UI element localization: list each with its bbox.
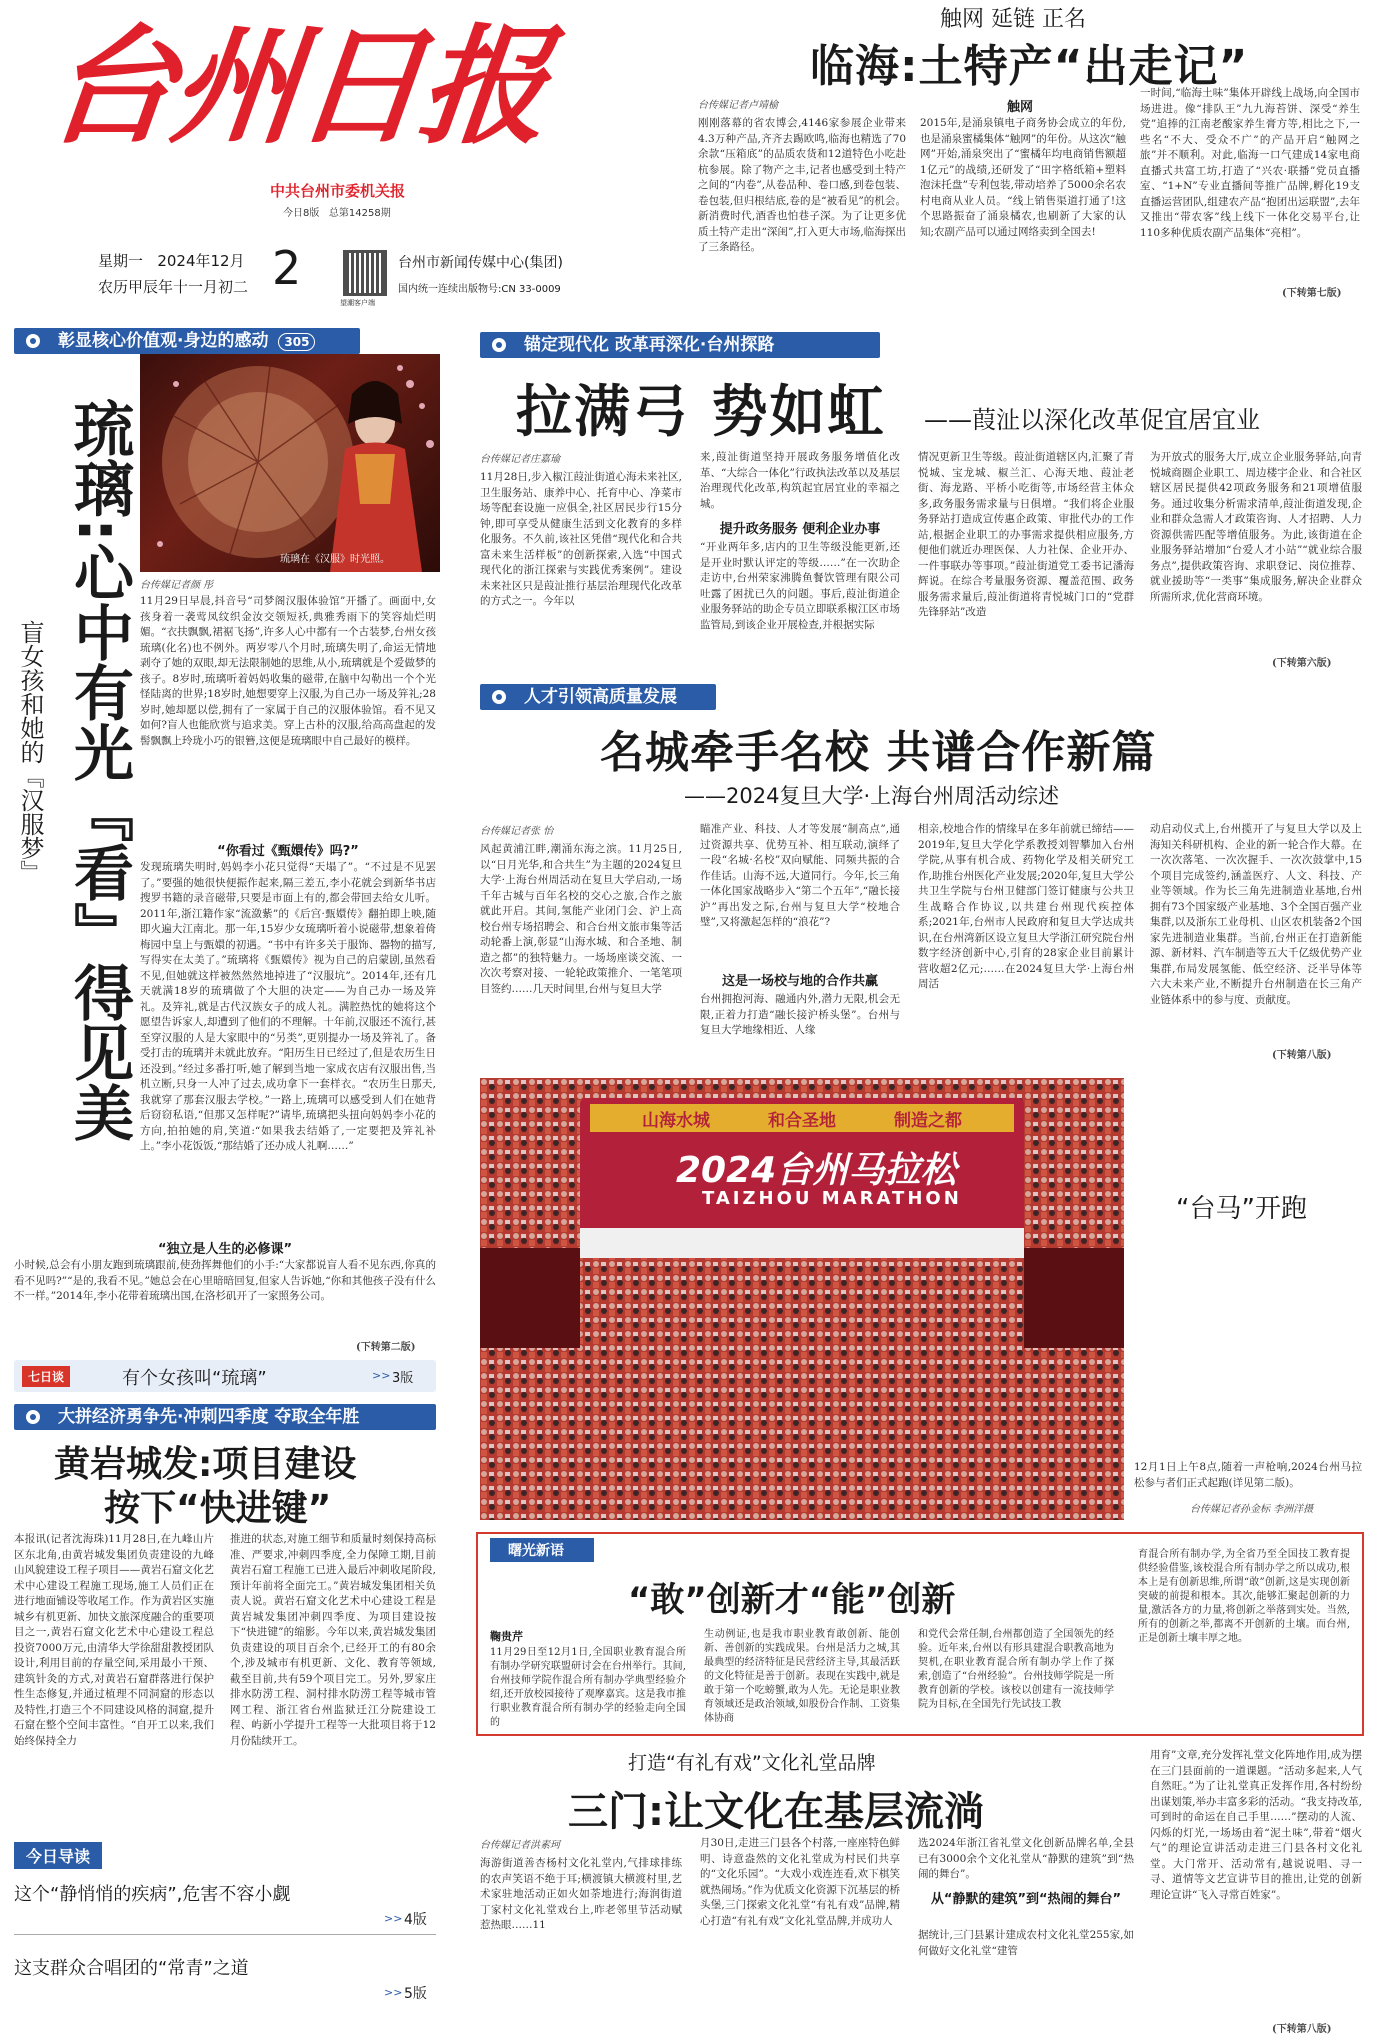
commentary-c1: 11月29日至12月1日,全国职业教育混合所有制办学研究联盟研讨会在台州举行。其间,台州技师学院作混合所有制办学典型经验介绍,还开放校园接待了观摩嘉宾。这是我市推行职业教育混合所有制办学的经验走向全国的: [490, 1647, 686, 1728]
main-story-c4: 为开放式的服务大厅,成立企业服务驿站,向青悦城商圈企业职工、周边楼宇企业、和合社区辖区居民提供42项政务服务和21项增值服务。通过收集分析需求清单,葭沚街道发现,企业和群众急需人才政策咨询、人才招聘、人力资源供需匹配等增值服务。为此,该街道在企业服务驿站增加“台爱人才小站”“就业综合服务点”,提供政策咨询、求职登记、岗位推荐、就业援助等“一类事”集成服务,解决企业群众所需所求,优化营商环境。: [1150, 451, 1362, 603]
media-group: 台州市新闻传媒中心(集团): [398, 255, 563, 271]
band-number: 305: [278, 333, 315, 351]
left-feature-more[interactable]: (下转第二版): [352, 1338, 415, 1353]
qr-label: 望潮客户端: [340, 299, 375, 307]
top-story-more[interactable]: (下转第七版): [1282, 288, 1342, 299]
guide-arrow-icon: >>: [384, 1912, 403, 1925]
fudan-band-text: 人才引领高质量发展: [524, 687, 677, 707]
main-story-c2b: “开业两年多,店内的卫生等级没能更新,还是开业时默认评定的等级……”在一次助企走访中,台州荣家沸腾鱼餐饮管理有限公司吐露了困扰已久的问题。事后,葭沚街道企业服务驿站的助企专员立即联系椒江区市场监管局,到该企业开展检查,并根据实际: [700, 541, 900, 631]
left-feature-byline: 台传媒记者颜 彤: [140, 580, 214, 591]
fudan-c2: 瞄准产业、科技、人才等发展“制高点”,通过资源共享、优势互补、相互联动,演绎了一段“名城·名校”双向赋能、同频共振的合作佳话。山海不远,大道同行。今年,长三角一体化国家战略步入“第二个五年”,“融长接沪”再出发之际,台州与复旦大学“校地合璧”,又将激起怎样的“浪花”?: [700, 823, 900, 928]
fudan-byline: 台传媒记者张 怡: [480, 826, 554, 837]
main-story-band-text: 锚定现代化 改革再深化·台州探路: [524, 335, 775, 355]
main-story-c2-head: 提升政务服务 便利企业办事: [719, 522, 881, 537]
guide-label: 今日导读: [14, 1842, 102, 1869]
commentary-c3: 和党代会常任制,台州都创造了全国领先的经验。近年来,台州以有形具建混合职教高地为契机,在职业教育混合所有制办学上作了探索,创造了“台州经验”。台州技师学院是一所教育创新的学校。该校以创建有一流技师学院为目标,在全国先行先试技工教: [918, 1629, 1114, 1710]
fudan-subtitle: ——2024复旦大学·上海台州周活动综述: [684, 784, 1060, 808]
huangyan-title-2[interactable]: 按下“快进键”: [104, 1488, 332, 1529]
feature-photo[interactable]: [140, 354, 440, 572]
sanmen-kicker: 打造“有礼有戏”文化礼堂品牌: [628, 1752, 876, 1774]
fudan-more[interactable]: (下转第八版): [1272, 1050, 1332, 1061]
huangyan-title-1[interactable]: 黄岩城发:项目建设: [54, 1444, 357, 1485]
left-feature-p2: 发现琉璃失明时,妈妈李小花只觉得“天塌了”。“不过是不见罢了。”要强的她很快便振作起来,隔三差五,李小花就会到新华书店搜罗书籍的录音磁带,只要是市面上有的,都会带回去给女儿听。2011年,浙江籍作家“流潋紫”的《后宫·甄嬛传》翻拍即上映,随即火遍大江南北。那一年,15岁少女琉璃听着小说磁带,想象着倚梅园中皇上与甄嬛的初遇。“书中有许多关于服饰、器物的描写,写得实在太美了。”琉璃将《甄嬛传》视为自己的启蒙剧,虽然看不见,但她就这样被然然然地掉进了“汉服坑”。2014年,还有几天就满18岁的琉璃做了个大胆的决定——为自己办一场及笄礼。及笄礼,就是古代汉族女子的成人礼。满腔热忱的她将这个愿望告诉家人,却遭到了他们的不理解。十年前,汉服还不流行,甚至穿汉服的人是大家眼中的“另类”,更别提办一场及笄礼了。备受打击的琉璃并未就此放弃。“阳历生日已经过了,但是农历生日还没到。”经过多番打听,她了解到当地一家成衣店有汉服出售,当机立断,只身一人冲了过去,成功拿下一套样衣。“农历生日那天,我就穿了那套汉服去学校。”一路上,琉璃可以感受到人们在她背后窃窃私语,“但那又怎样呢?”请毕,琉璃把头扭向妈妈李小花的方向,拍拍她的肩,笑道:“如果我去结婚了,一定要把及笄礼补上。”李小花饭饭,“那结婚了还办成人礼啊……”: [140, 861, 436, 1152]
huangyan-band: [14, 1404, 436, 1430]
masthead-org: 中共台州市委机关报: [270, 182, 406, 200]
huangyan-col1: 本报讯(记者沈海珠)11月28日,在九峰山片区东北角,由黄岩城发集团负责建设的九峰山风貌建设工程子项目——黄岩石窟文化艺术中心建设工程施工现场,施工人员们正在进行地面铺设等收尾工作。作为黄岩区实施城乡有机更新、加快文旅深度融合的重要项目之一,黄岩石窟文化艺术中心建设工程总投资7000万元,由清华大学徐甜甜教授团队设计,利用目前的存量空间,采用最小干预、建筑针灸的方式,对黄岩石窟群落进行保护性生态修复,并通过植理不同洞窟的形态以及特性,打造三个不同建设风格的洞窟,提升石窟在整个空间丰富性。“自开工以来,我们始终保持全力: [14, 1533, 214, 1747]
left-feature-p1: 11月29日早晨,抖音号“司梦阁汉服体验馆”开播了。画面中,女孩身着一袭莺凤纹织金汝交领短袄,典雅秀雨下的笑容灿烂明媚。“衣扶飘飘,裙裾飞扬”,许多人心中都有一个古装梦,台州女孩琉璃(化名)也不例外。两岁零八个月时,琉璃失明了,命运无情地剥夺了她的双眼,却无法限制她的思维,从小,琉璃就是个爱做梦的孩子。8岁时,琉璃听着妈妈收集的磁带,在脑中勾勒出一个个光怪陆离的世界;18岁时,她想要穿上汉服,为自己办一场及笄礼;28岁时,她却愿以偿,拥有了一家属于自己的汉服体验馆。看不见又如何?盲人也能欣赏与追求美。穿上古朴的汉服,给高高盘起的发髻飘飘上玲珑小巧的银簪,这便是琉璃眼中自己最好的模样。: [140, 595, 436, 747]
sanmen-c3-head: 从“静默的建筑”到“热闹的舞台”: [930, 1892, 1122, 1907]
main-story-title[interactable]: 拉满弓 势如虹: [516, 380, 886, 445]
race-title: 2024台州马拉松: [676, 1150, 957, 1191]
promo-logo: 七日谈: [22, 1366, 70, 1387]
fudan-c3: 相亲,校地合作的情缘早在多年前就已缔结——2019年,复旦大学化学系教授刘智攀加入台州学院,从事有机合成、药物化学及相关研究工作,助推台州医化产业发展;2020年,复旦大学公共卫生学院与台州卫健部门签订健康与公共卫生战略合作协议,以共建台州现代疾控体系;2021年,台州市人民政府和复旦大学达成共识,在台州湾新区设立复旦大学浙江研究院台州数字经济创新中心,引育的28家企业目前累计营收超2亿元;……在2024复旦大学·上海台州周活: [918, 823, 1134, 990]
top-story-title[interactable]: 临海:土特产“出走记”: [810, 41, 1249, 92]
band-dot-icon: [26, 1410, 40, 1424]
promo-box[interactable]: [14, 1360, 436, 1392]
issue-pages: 今日8版: [283, 208, 320, 219]
fudan-c1: 风起黄浦江畔,潮涌东海之滨。11月25日,以“日月光华,和合共生”为主题的2024复旦大学·上海台州周活动在复旦大学启动,一场千年古城与百年名校的交心之旅,合作之旅就此开启。其间,氢能产业闭门会、沪上高校台州专场招聘会、和合台州文旅市集等活动轮番上演,彰显“山海水城、和合圣地、制造之都”的独特魅力。一场场座谈交流、一次次考察对接、一轮轮政策推介、一笔笔项目签约……几天时间里,台州与复旦大学: [480, 843, 682, 995]
promo-arrow-icon: >>: [372, 1369, 391, 1382]
weekday: 星期一: [98, 252, 144, 270]
fudan-c4: 动启动仪式上,台州揽开了与复旦大学以及上海知关科研机构、企业的新一轮合作大幕。在一次次落笔、一次次握手、一次次鼓掌中,15个项目完成签约,涵盖医疗、人文、科技、产业等领域。作为长三角先进制造业基地,台州拥有73个国家级产业基地、3个全国百强产业集群,以及浙东工业母机、山区农机装备2个国家先进制造业集群。当前,台州正在打造新能源、新材料、汽车制造等五大千亿级优势产业集群,布局发展氢能、低空经济、泛半导体等六大未来产业,不断提升台州制造在长三角产业链体系中的参与度、贡献度。: [1150, 823, 1362, 1006]
lunar-date: 农历甲辰年十一月初二: [98, 278, 249, 296]
sanmen-title[interactable]: 三门:让文化在基层流淌: [568, 1789, 984, 1835]
date-year-month: 2024年12月: [157, 252, 245, 270]
masthead-title: 台州日报: [40, 13, 552, 162]
left-feature-h2: “独立是人生的必修课”: [157, 1242, 293, 1257]
band-dot-icon: [26, 334, 40, 348]
left-feature-subtitle: 盲女孩和她的『汉服梦』: [16, 620, 44, 884]
commentary-box: [476, 1532, 1364, 1736]
fudan-band: [480, 684, 716, 710]
main-story-c2: 来,葭沚街道坚持开展政务服务增值化改革、“大综合一体化”行政执法改革以及基层治理现代化改革,构筑起宜居宜业的幸福之城。: [700, 451, 900, 510]
sanmen-c1: 海游街道善杏杨村文化礼堂内,气排球排练的农声笑语不绝于耳;横渡镇大横渡村里,艺术家驻地活动正如火如荼地进行;海润街道丁家村文化礼堂戏台上,昨老邻里节活动赋惹热眼……11: [480, 1857, 682, 1931]
sanmen-c4: 用育”文章,充分发挥礼堂文化阵地作用,成为摆在三门县面前的一道课题。“活动多起来,人气自然旺。”为了让礼堂真正发挥作用,各村纷纷出谋划策,举办丰富多彩的活动。“我支持改革,可到时的命运在自己手里……”摆动的人流、闪烁的灯光,一场场由着“泥土味”,带着“烟火气”的理论宣讲活动走进三门县各村文化礼堂。大门常开、活动常有,越说说唱、寻一寻、道情等文艺宣讲节目的推出,让党的创新理论宣讲“飞入寻常百姓家”。: [1150, 1749, 1362, 1901]
main-story-c1: 11月28日,步入椒江葭沚街道心海未来社区,卫生服务站、康养中心、托育中心、净菜市场等配套设施一应俱全,社区居民步行15分钟,即可享受从健康生活到文化教育的多样化服务。不久前,该社区凭借“现代化和合共富未来生活样板”的创新探索,入选“中国式现代化的浙江探索与实践优秀案例”。建设未来社区只是葭沚推行基层治理现代化改革的方式之一。今年以: [480, 471, 682, 607]
left-feature-p3: 小时候,总会有小朋友跑到琉璃跟前,使劲挥舞他们的小手:“大家都说盲人看不见东西,你真的看不见吗?”“是的,我看不见。”她总会在心里暗暗回复,但家人告诉她,“你和其他孩子没有什么不一样。”2014年,李小花带着琉璃出国,在洛杉矶开了一家照务公司。: [14, 1259, 436, 1302]
qr-code[interactable]: [343, 250, 387, 296]
arch-slogan-3: 制造之都: [894, 1111, 962, 1131]
left-feature-p2-wide: [14, 1162, 436, 1232]
fudan-c2-head: 这是一场校与地的合作共赢: [721, 974, 878, 989]
fudan-c2b: 台州拥抱河海、融通内外,潜力无限,机会无限,正着力打造“融长接沪桥头堡”。台州与复旦大学地缘相近、人缘: [700, 993, 900, 1036]
arch-slogan-2: 和合圣地: [768, 1111, 836, 1131]
marathon-headline[interactable]: “台马”开跑: [1176, 1194, 1307, 1224]
band-dot-icon: [492, 690, 506, 704]
main-story-c3: 情况更新卫生等级。葭沚街道辖区内,汇聚了青悦城、宝龙城、椒兰汇、心海天地、葭沚老街、海龙路、平桥小吃街等,市场经营主体众多,政务服务需求量与日俱增。“我们将企业服务驿站打造成宣传惠企政策、审批代办的工作站,根据企业职工的办事需求提供相应服务,方便他们就近办理医保、人力社保、企业开办、一件事联办等事项。”葭沚街道党工委书记潘海辉说。在综合考量服务资源、覆盖范围、政务服务需求量后,葭沚街道将青悦城门口的“党群先锋驿站”改造: [918, 451, 1134, 618]
sanmen-c3: 选2024年浙江省礼堂文化创新品牌名单,全县已有3000余个文化礼堂从“静默的建筑”到“热闹的舞台”。: [918, 1837, 1134, 1880]
commentary-author: 鞠贵芹: [490, 1630, 523, 1643]
main-story-subtitle: ——葭沚以深化改革促宜居宜业: [924, 406, 1260, 434]
marathon-caption: 12月1日上午8点,随着一声枪响,2024台州马拉松参与者们正式起跑(详见第二版)。: [1134, 1461, 1362, 1489]
promo-text: 有个女孩叫“琉璃”: [122, 1368, 267, 1389]
main-story-band: [480, 332, 880, 358]
main-story-byline: 台传媒记者庄嘉瑜: [480, 454, 560, 465]
sanmen-c2: 月30日,走进三门县各个村落,一座座特色鲜明、诗意盎然的文化礼堂成为村民们共享的“文化乐园”。“大戏小戏连连看,欢下棋笑就热闹场。”作为优质文化资源下沉基层的桥头堡,三门探索文化礼堂“有礼有戏”品牌,精心打造“有礼有戏”文化礼堂品牌,并成功人: [700, 1837, 900, 1927]
left-feature-title[interactable]: 琉璃:心中有光『看』得见美: [64, 398, 134, 1142]
photo-caption: 琉璃在《汉服》时光照。: [280, 554, 390, 565]
main-story-more[interactable]: (下转第六版): [1272, 658, 1332, 669]
marathon-credit: 台传媒记者孙金标 李洲洋摄: [1190, 1504, 1314, 1515]
commentary-c2: 生动例证,也是我市职业教育敢创新、能创新、善创新的实践成果。台州是活力之城,其最典型的经济特征是民营经济主导,其最活跃的文化特征是善于创新。表现在实践中,就是敢于第一个吃螃蟹,敢为人先。无论是职业教育领域还是政治领域,如股份合作制、工资集体协商: [704, 1629, 900, 1724]
commentary-title[interactable]: “敢”创新才“能”创新: [628, 1580, 956, 1620]
guide-item-1[interactable]: 这个“静悄悄的疾病”,危害不容小觑: [14, 1884, 291, 1905]
promo-page: 3版: [392, 1371, 414, 1386]
top-story-kicker: 触网 延链 正名: [940, 7, 1086, 32]
huangyan-band-text: 大拼经济勇争先·冲刺四季度 夺取全年胜: [58, 1407, 360, 1427]
guide-arrow-icon: >>: [384, 1986, 403, 1999]
top-story-byline: 台传媒记者卢靖榆: [698, 100, 778, 111]
commentary-label: 曙光新语: [490, 1538, 594, 1562]
left-feature-band-text: 彰显核心价值观·身边的感动: [58, 331, 269, 351]
cn-number: 国内统一连续出版物号:CN 33-0009: [398, 284, 561, 295]
huangyan-col2: 推进的状态,对施工细节和质量时刻保持高标准、严要求,冲刺四季度,全力保障工期,目前黄岩石窟工程施工已进入最后冲刺收尾阶段,预计年前将全面完工。”黄岩城发集团相关负责人说。黄岩石窟文化艺术中心建设工程是黄岩城发集团冲刺四季度、为项目建设按下“快进键”的缩影。今年以来,黄岩城发集团负责建设的项目百余个,已经开工的有80余个,涉及城市有机更新、文化、教育等领域,截至目前,共有59个项目完工。另外,罗家庄排水防涝工程、洞村排水防涝工程等城市管网工程、浙江省台州监狱迁江分院建设工程、屿新小学提升工程等一大批项目将于12月份陆续开工。: [230, 1533, 436, 1747]
marathon-photo[interactable]: [480, 1078, 1124, 1520]
left-feature-band: [14, 328, 360, 354]
top-story-col1: 刚刚落幕的省农博会,4146家参展企业带来4.3万种产品,齐齐去踢欧鸣,临海也精选了70余款“压箱底”的品质农货和12道特色小吃赴杭参展。除了物产之丰,记者也感受到土特产之间的“内卷”,从卷品种、卷口感,到卷包装、卷包装,但归根结底,卷的是“被看见”的机会。新消费时代,酒香也怕巷子深。为了让更多优质土特产走出“深闺”,打入更大市场,临海探出了三条路径。: [698, 117, 906, 253]
left-feature-h1: “你看过《甄嬛传》吗?”: [217, 844, 359, 859]
sanmen-more[interactable]: (下转第八版): [1272, 2020, 1331, 2035]
race-title-en: TAIZHOU MARATHON: [702, 1188, 962, 1209]
guide-page-2: 5版: [404, 1986, 427, 2002]
date-day: 2: [272, 241, 302, 295]
fudan-title[interactable]: 名城牵手名校 共谱合作新篇: [600, 727, 1157, 778]
sanmen-byline: 台传媒记者洪素珂: [480, 1840, 560, 1851]
commentary-c4: 育混合所有制办学,为全省乃至全国技工教育提供经验借鉴,该校混合所有制办学之所以成功,根本上是有创新思维,所谓“敢”创新,这是实现创新突破的前提和根本。其次,能够汇聚起创新的力量,激活各方的力量,将创新之举落到实处。当然,所有的创新之举,都离不开创新的土壤。而台州,正是创新土壤丰厚之地。: [1138, 1549, 1350, 1644]
top-story-col2-head: 触网: [1006, 100, 1033, 115]
guide-item-2[interactable]: 这支群众合唱团的“常青”之道: [14, 1958, 249, 1979]
umbrella-photo-art: [140, 354, 440, 572]
top-story-col2: 2015年,是涌泉镇电子商务协会成立的年份,也是涌泉蜜橘集体“触网”的年份。从这次“触网”开始,涌泉突出了“蜜橘年均电商销售额超1亿元”的战绩,还研发了“田字格纸箱+塑料泡沫托盘”专利包装,带动培养了5000余名农村电商从业人员。“线上销售渠道打通了!这个思路振奋了涌泉橘农,也刷新了大家的认知;农副产品可以通过网络卖到全国去!: [920, 117, 1126, 238]
top-story-col3: 一时间,“临海土味”集体开辟线上战场,向全国市场进进。像“排队王”九九海苔饼、深受“养生党”追捧的江南老酸家养生膏方等,相比之下,一些名“不大、受众不广”的产品开启“触网之旅”并不顺利。对此,临海一口气建成14家电商直播式共富工坊,打造了“兴农·联播”党员直播室、“1+N”专业直播间等推广品牌,孵化19支直播运营团队,组建农产品“抱团出运联盟”,去年又推出“带农客”线上线下一体化交易平台,让110多种优质农副产品集体“亮相”。: [1140, 87, 1360, 239]
arch-slogan-1: 山海水城: [642, 1111, 710, 1131]
sanmen-c3b: 据统计,三门县累计建成农村文化礼堂255家,如何做好文化礼堂“建管: [918, 1929, 1134, 1957]
issue-total: 总第14258期: [328, 208, 391, 219]
band-dot-icon: [492, 338, 506, 352]
guide-page-1: 4版: [404, 1912, 427, 1928]
